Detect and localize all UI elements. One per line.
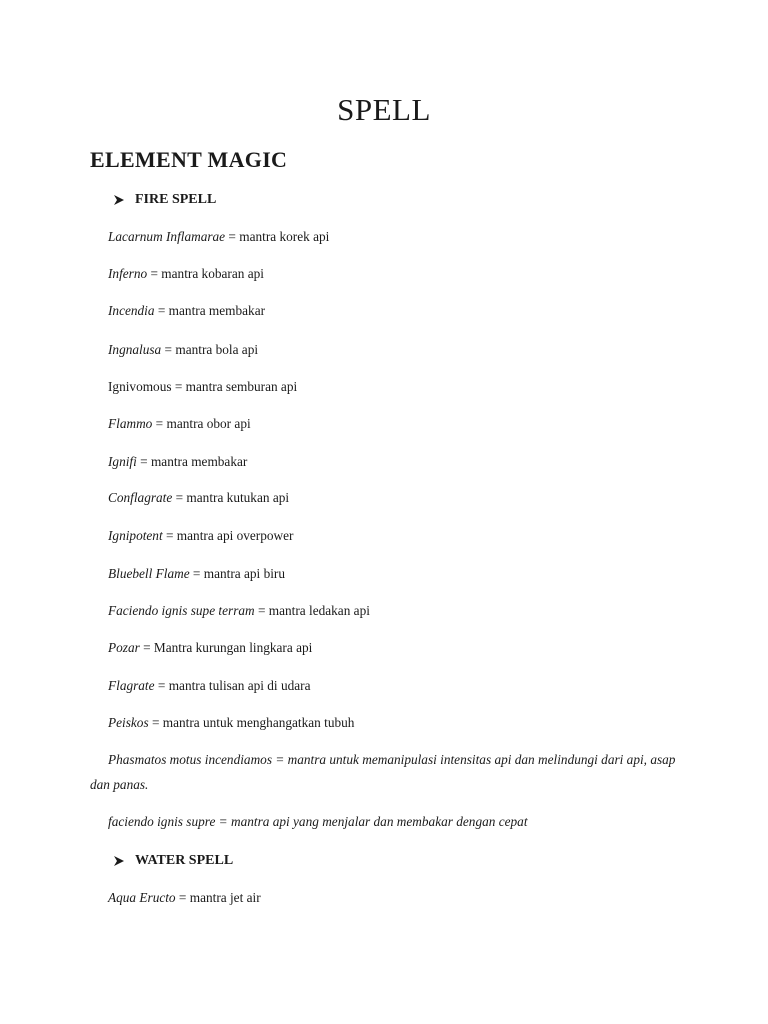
spell-term: Incendia [108, 303, 155, 318]
subheading-label: WATER SPELL [135, 853, 234, 868]
spell-meaning: = mantra tulisan api di udara [154, 678, 311, 693]
spell-term: Conflagrate [108, 490, 173, 505]
spell-entry [108, 380, 297, 393]
spell-entry [108, 343, 258, 356]
spell-meaning: = mantra membakar [154, 303, 266, 318]
spell-term: Faciendo ignis supe terram [108, 603, 255, 618]
spell-entry [108, 304, 265, 317]
spell-term: Pozar [108, 640, 140, 655]
subheading-fire-spell [113, 192, 216, 208]
spell-meaning: = mantra api biru [189, 566, 285, 581]
spell-meaning: = mantra kutukan api [172, 490, 290, 505]
spell-entry [108, 679, 310, 692]
spell-meaning: = mantra api overpower [162, 528, 294, 543]
spell-entry [108, 491, 289, 504]
spell-meaning: = mantra jet air [175, 890, 261, 905]
spell-entry [108, 891, 261, 904]
subheading-label: FIRE SPELL [135, 192, 217, 207]
arrow-bullet-icon [113, 194, 125, 206]
spell-meaning: Ignivomous = mantra semburan api [108, 379, 298, 394]
spell-entry [108, 529, 293, 542]
spell-entry [108, 567, 285, 580]
spell-entry [108, 604, 370, 617]
spell-meaning: = Mantra kurungan lingkara api [139, 640, 313, 655]
section-heading-element-magic: ELEMENT MAGIC [90, 147, 288, 172]
spell-entry [108, 716, 354, 729]
spell-entry [108, 230, 329, 243]
spell-term: Bluebell Flame [108, 566, 190, 581]
spell-meaning: = mantra korek api [225, 229, 330, 244]
spell-term: Ignipotent [108, 528, 163, 543]
spell-term: Ingnalusa [108, 342, 162, 357]
spell-term: Flagrate [108, 678, 155, 693]
spell-meaning: = mantra obor api [152, 416, 251, 431]
spell-term: Peiskos [108, 715, 149, 730]
spell-meaning: = mantra ledakan api [254, 603, 370, 618]
spell-term: Flammo [108, 416, 153, 431]
spell-meaning: = mantra untuk menghangatkan tubuh [148, 715, 355, 730]
spell-entry [108, 641, 312, 654]
spell-term: Ignifi [108, 454, 137, 469]
spell-meaning: = mantra bola api [161, 342, 259, 357]
spell-meaning: = mantra membakar [136, 454, 248, 469]
spell-entry [108, 455, 247, 468]
spell-entry-phasmatos: Phasmatos motus incendiamos = mantra untuk memanipulasi intensitas api dan melindungi dari api, asap dan panas. [90, 752, 676, 792]
spell-entry-faciendo-supre: faciendo ignis supre = mantra api yang menjalar dan membakar dengan cepat [108, 814, 528, 829]
spell-term: Inferno [108, 266, 148, 281]
document-title: SPELL [337, 92, 431, 127]
spell-entry [108, 267, 264, 280]
spell-entry [108, 417, 251, 430]
arrow-bullet-icon [113, 855, 125, 867]
spell-term: Lacarnum Inflamarae [108, 229, 226, 244]
spell-term: Aqua Eructo [108, 890, 176, 905]
subheading-water-spell [113, 853, 233, 869]
spell-meaning: = mantra kobaran api [147, 266, 264, 281]
